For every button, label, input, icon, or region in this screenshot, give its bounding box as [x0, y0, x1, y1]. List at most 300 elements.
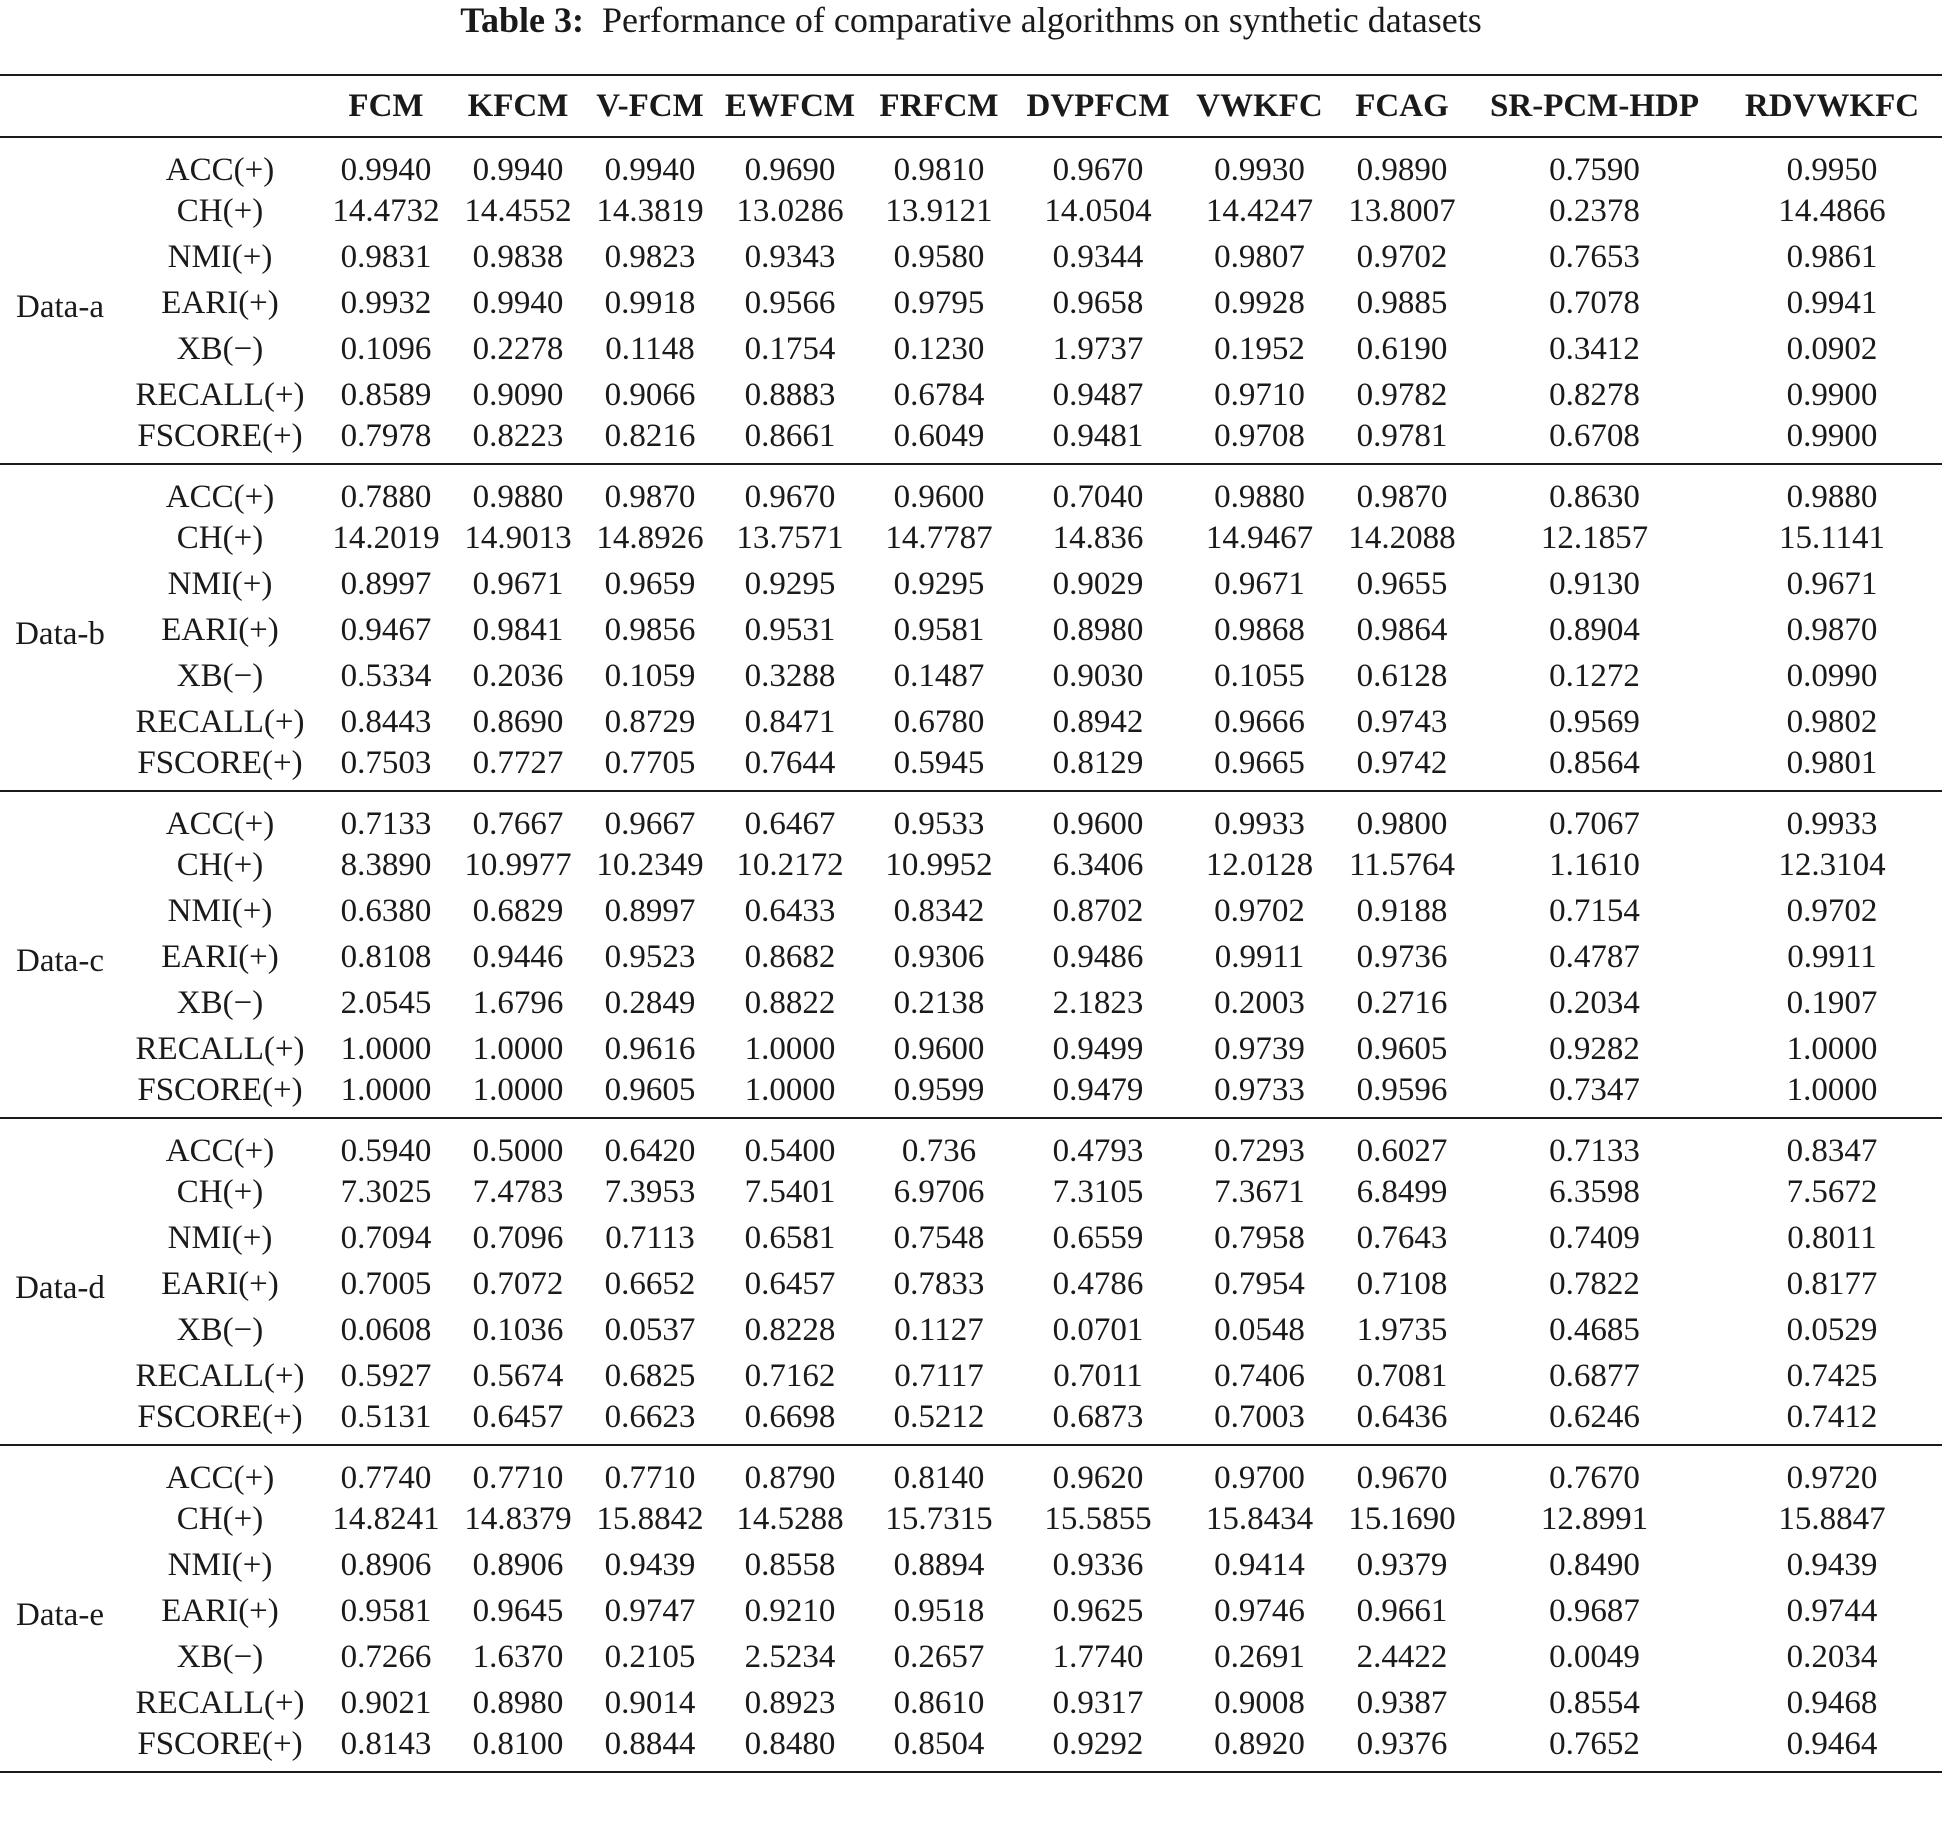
table-cell: 0.4685	[1549, 1311, 1640, 1348]
table-cell: 0.9670	[1052, 152, 1144, 188]
table-cell: 7.3953	[604, 1174, 696, 1211]
metric-label: XB(−)	[176, 1638, 264, 1675]
table-cell: 0.9029	[1052, 566, 1144, 603]
table-cell: 0.7740	[340, 1459, 432, 1496]
table-row	[0, 464, 1942, 516]
table-cell: 0.9667	[604, 805, 696, 842]
metric-label: CH(+)	[176, 520, 264, 557]
table-cell: 0.9702	[1356, 239, 1448, 276]
table-cell: 0.7978	[340, 417, 432, 454]
table-cell: 0.6420	[604, 1132, 696, 1169]
table-cell: 0.7406	[1214, 1357, 1305, 1394]
table-cell: 0.8177	[1786, 1265, 1878, 1302]
table-cell: 0.9746	[1214, 1592, 1305, 1629]
table-cell: 0.6433	[744, 893, 836, 930]
table-cell: 0.9531	[744, 611, 836, 648]
table-cell: 1.0000	[472, 1071, 564, 1108]
table-cell: 0.7081	[1356, 1357, 1448, 1394]
table-cell: 15.8847	[1778, 1501, 1886, 1538]
table-cell: 10.2172	[736, 847, 844, 884]
table-cell: 0.2034	[1786, 1638, 1878, 1675]
table-cell: 0.8630	[1549, 478, 1640, 515]
table-row	[0, 281, 1942, 327]
table-cell: 0.9807	[1214, 239, 1305, 276]
table-cell: 0.9690	[744, 152, 836, 188]
table-cell: 0.8997	[604, 893, 696, 930]
table-cell: 1.0000	[340, 1030, 432, 1067]
table-row	[0, 1216, 1942, 1262]
table-cell: 0.9188	[1356, 893, 1448, 930]
table-cell: 0.1952	[1214, 330, 1305, 367]
table-cell: 0.0049	[1549, 1638, 1640, 1675]
metric-label: FSCORE(+)	[137, 744, 303, 781]
table-cell: 0.2657	[893, 1638, 985, 1675]
table-cell: 0.8844	[604, 1725, 696, 1762]
table-cell: 0.9600	[1052, 805, 1144, 842]
table-cell: 2.5234	[744, 1638, 836, 1675]
table-cell: 1.9737	[1052, 330, 1144, 367]
table-row	[0, 1680, 1942, 1726]
table-cell: 0.9414	[1214, 1547, 1305, 1584]
table-row	[0, 843, 1942, 889]
table-cell: 0.9831	[340, 239, 432, 276]
table-cell: 0.5940	[340, 1132, 432, 1169]
table-cell: 0.9801	[1786, 744, 1878, 781]
table-cell: 0.8894	[893, 1547, 985, 1584]
table-cell: 12.0128	[1205, 847, 1314, 884]
table-cell: 0.9292	[1052, 1725, 1144, 1762]
table-cell: 0.9802	[1786, 703, 1878, 740]
table-cell: 0.9940	[472, 284, 564, 321]
table-caption-text: Performance of comparative algorithms on synthetic datasets	[601, 0, 1482, 40]
table-cell: 0.9856	[604, 611, 696, 648]
table-cell: 0.9861	[1786, 239, 1878, 276]
table-cell: 0.9566	[744, 284, 836, 321]
table-cell: 0.8504	[893, 1725, 985, 1762]
table-cell: 0.7548	[893, 1220, 985, 1257]
table-cell: 0.6128	[1356, 657, 1448, 694]
table-cell: 1.6796	[472, 984, 564, 1021]
table-cell: 0.1230	[893, 330, 985, 367]
table-cell: 0.8342	[893, 893, 985, 930]
table-cell: 0.8228	[744, 1311, 836, 1348]
table-cell: 0.1096	[340, 330, 432, 367]
dataset-group	[0, 1118, 1942, 1445]
table-cell: 1.0000	[472, 1030, 564, 1067]
table-cell: 0.7590	[1549, 152, 1640, 188]
dataset-label: Data-c	[16, 942, 104, 979]
metric-label: RECALL(+)	[135, 703, 305, 740]
table-cell: 0.9021	[340, 1684, 432, 1721]
table-cell: 0.9900	[1786, 376, 1878, 413]
column-header: RDVWKFC	[1722, 75, 1942, 137]
table-cell: 15.8842	[596, 1501, 704, 1538]
table-cell: 0.9890	[1356, 152, 1448, 188]
table-cell: 0.8883	[744, 376, 836, 413]
table-cell: 0.7503	[340, 744, 432, 781]
table-cell: 0.7162	[744, 1357, 836, 1394]
table-cell: 0.6246	[1549, 1398, 1640, 1435]
metric-label: EARI(+)	[161, 938, 279, 975]
table-cell: 0.9810	[893, 152, 985, 188]
metric-label: EARI(+)	[161, 1265, 279, 1302]
table-cell: 0.9446	[472, 938, 564, 975]
table-cell: 0.9870	[1356, 478, 1448, 515]
table-cell: 0.3412	[1549, 330, 1640, 367]
table-cell: 0.9687	[1549, 1592, 1640, 1629]
table-cell: 0.9930	[1214, 152, 1305, 188]
table-cell: 0.9533	[893, 805, 985, 842]
table-cell: 7.5401	[744, 1174, 836, 1211]
dataset-label: Data-b	[15, 615, 105, 652]
table-cell: 0.8558	[744, 1547, 836, 1584]
table-cell: 0.9880	[472, 478, 564, 515]
table-cell: 0.9600	[893, 478, 985, 515]
table-cell: 0.8906	[340, 1547, 432, 1584]
table-cell: 0.4787	[1549, 938, 1640, 975]
table-cell: 0.9742	[1356, 744, 1448, 781]
table-cell: 0.5212	[893, 1398, 985, 1435]
table-cell: 0.6784	[893, 376, 985, 413]
metric-label: CH(+)	[176, 1501, 264, 1538]
table-cell: 0.7266	[340, 1638, 432, 1675]
table-cell: 0.6829	[472, 893, 564, 930]
results-table	[0, 74, 1942, 1773]
metric-label: ACC(+)	[165, 1459, 275, 1496]
table-cell: 0.2003	[1214, 984, 1305, 1021]
dataset-group	[0, 137, 1942, 464]
table-cell: 0.9800	[1356, 805, 1448, 842]
table-cell: 0.8223	[472, 417, 564, 454]
table-cell: 0.9518	[893, 1592, 985, 1629]
table-cell: 0.6190	[1356, 330, 1448, 367]
table-cell: 0.9486	[1052, 938, 1144, 975]
table-cell: 2.1823	[1052, 984, 1144, 1021]
table-cell: 0.6623	[604, 1398, 696, 1435]
table-cell: 0.7644	[744, 744, 836, 781]
table-cell: 0.6581	[744, 1220, 836, 1257]
table-cell: 0.7133	[340, 805, 432, 842]
table-cell: 0.9387	[1356, 1684, 1448, 1721]
metric-label: CH(+)	[176, 1174, 264, 1211]
metric-label: EARI(+)	[161, 611, 279, 648]
metric-label: RECALL(+)	[135, 1684, 305, 1721]
table-cell: 0.9708	[1214, 417, 1305, 454]
table-cell: 0.9569	[1549, 703, 1640, 740]
table-cell: 14.9467	[1205, 520, 1314, 557]
table-cell: 0.2105	[604, 1638, 696, 1675]
table-row	[0, 1399, 1942, 1445]
table-cell: 0.8011	[1787, 1220, 1877, 1257]
table-cell: 0.9928	[1214, 284, 1305, 321]
table-cell: 0.8347	[1786, 1132, 1878, 1169]
table-cell: 14.9013	[464, 520, 572, 557]
table-cell: 0.8143	[340, 1725, 432, 1762]
table-cell: 0.9317	[1052, 1684, 1144, 1721]
table-cell: 0.8140	[893, 1459, 985, 1496]
table-cell: 0.8942	[1052, 703, 1144, 740]
table-cell: 0.9605	[1356, 1030, 1448, 1067]
table-cell: 0.2036	[472, 657, 564, 694]
table-cell: 12.1857	[1540, 520, 1649, 557]
table-header	[0, 75, 1942, 137]
table-cell: 0.8920	[1214, 1725, 1305, 1762]
table-cell: 0.7958	[1214, 1220, 1305, 1257]
table-row	[0, 1307, 1942, 1353]
table-cell: 1.9735	[1356, 1311, 1448, 1348]
table-cell: 0.9336	[1052, 1547, 1144, 1584]
table-row	[0, 1353, 1942, 1399]
table-cell: 0.5334	[340, 657, 432, 694]
table-cell: 0.9295	[744, 566, 836, 603]
table-cell: 0.7710	[604, 1459, 696, 1496]
column-header: EWFCM	[716, 75, 864, 137]
table-cell: 0.8980	[1052, 611, 1144, 648]
table-cell: 0.0529	[1786, 1311, 1878, 1348]
table-row	[0, 516, 1942, 562]
table-cell: 10.9952	[885, 847, 993, 884]
dataset-label: Data-e	[16, 1596, 104, 1633]
table-cell: 0.8690	[472, 703, 564, 740]
table-cell: 0.9744	[1786, 1592, 1878, 1629]
table-cell: 0.6780	[893, 703, 985, 740]
table-cell: 0.6652	[604, 1265, 696, 1302]
column-header: FCM	[320, 75, 452, 137]
table-cell: 0.9880	[1214, 478, 1305, 515]
table-cell: 0.8610	[893, 1684, 985, 1721]
table-cell: 0.9940	[604, 152, 696, 188]
table-cell: 0.1127	[894, 1311, 984, 1348]
table-cell: 15.8434	[1205, 1501, 1314, 1538]
table-cell: 0.9671	[472, 566, 564, 603]
table-row	[0, 699, 1942, 745]
table-cell: 0.7347	[1549, 1071, 1640, 1108]
table-cell: 0.9479	[1052, 1071, 1144, 1108]
table-cell: 0.9439	[604, 1547, 696, 1584]
table-cell: 0.9838	[472, 239, 564, 276]
table-cell: 15.1690	[1348, 1501, 1456, 1538]
table-cell: 0.9467	[340, 611, 432, 648]
table-row	[0, 791, 1942, 843]
table-cell: 0.6049	[893, 417, 985, 454]
table-cell: 0.0537	[604, 1311, 696, 1348]
table-cell: 0.0608	[340, 1311, 432, 1348]
table-cell: 0.9499	[1052, 1030, 1144, 1067]
table-cell: 14.3819	[596, 193, 704, 230]
table-cell: 0.9911	[1787, 938, 1877, 975]
table-cell: 0.9747	[604, 1592, 696, 1629]
table-cell: 0.9870	[604, 478, 696, 515]
table-row	[0, 1589, 1942, 1635]
metric-label: CH(+)	[176, 847, 264, 884]
metric-label: RECALL(+)	[135, 376, 305, 413]
table-row	[0, 235, 1942, 281]
table-row	[0, 1262, 1942, 1308]
table-cell: 0.1059	[604, 657, 696, 694]
table-cell: 13.8007	[1348, 193, 1456, 230]
metric-label: NMI(+)	[167, 566, 273, 603]
table-cell: 0.0701	[1052, 1311, 1144, 1348]
table-cell: 1.0000	[744, 1071, 836, 1108]
table-cell: 13.9121	[885, 193, 993, 230]
table-cell: 0.8729	[604, 703, 696, 740]
header-row	[0, 75, 1942, 137]
table-cell: 0.1055	[1214, 657, 1305, 694]
table-cell: 0.9295	[893, 566, 985, 603]
table-cell: 1.0000	[744, 1030, 836, 1067]
table-cell: 14.5288	[736, 1501, 844, 1538]
table-cell: 0.9932	[340, 284, 432, 321]
table-cell: 0.7880	[340, 478, 432, 515]
table-cell: 0.0990	[1786, 657, 1878, 694]
table-cell: 0.8108	[340, 938, 432, 975]
table-cell: 7.4783	[472, 1174, 564, 1211]
table-cell: 0.1148	[605, 330, 695, 367]
table-cell: 0.8923	[744, 1684, 836, 1721]
table-cell: 0.7710	[472, 1459, 564, 1496]
column-header: VWKFC	[1182, 75, 1337, 137]
table-cell: 0.9599	[893, 1071, 985, 1108]
table-cell: 0.7705	[604, 744, 696, 781]
table-cell: 13.7571	[736, 520, 844, 557]
table-cell: 0.8682	[744, 938, 836, 975]
table-cell: 0.9666	[1214, 703, 1305, 740]
table-cell: 0.8490	[1549, 1547, 1640, 1584]
table-cell: 0.9030	[1052, 657, 1144, 694]
table-cell: 10.2349	[596, 847, 704, 884]
table-cell: 0.9468	[1786, 1684, 1878, 1721]
column-header: SR-PCM-HDP	[1467, 75, 1722, 137]
table-cell: 14.836	[1052, 520, 1144, 557]
header-metric	[120, 75, 320, 137]
table-cell: 0.9841	[472, 611, 564, 648]
table-cell: 12.3104	[1778, 847, 1886, 884]
table-cell: 0.2849	[604, 984, 696, 1021]
table-cell: 0.3288	[744, 657, 836, 694]
table-cell: 7.5672	[1786, 1174, 1878, 1211]
table-cell: 0.6436	[1356, 1398, 1448, 1435]
table-cell: 0.8129	[1052, 744, 1144, 781]
table-cell: 0.9581	[340, 1592, 432, 1629]
table-cell: 0.9616	[604, 1030, 696, 1067]
table-cell: 0.7412	[1786, 1398, 1878, 1435]
table-cell: 0.8480	[744, 1725, 836, 1762]
metric-label: ACC(+)	[165, 805, 275, 842]
table-cell: 0.9130	[1549, 566, 1640, 603]
table-cell: 0.9581	[893, 611, 985, 648]
metric-label: FSCORE(+)	[137, 1398, 303, 1435]
table-row	[0, 1726, 1942, 1772]
table-cell: 0.6698	[744, 1398, 836, 1435]
table-cell: 0.9950	[1786, 152, 1878, 188]
dataset-label: Data-d	[15, 1269, 105, 1306]
table-cell: 0.9702	[1786, 893, 1878, 930]
table-cell: 0.7113	[605, 1220, 695, 1257]
table-row	[0, 608, 1942, 654]
table-cell: 13.0286	[736, 193, 844, 230]
table-cell: 0.7108	[1356, 1265, 1448, 1302]
table-cell: 0.7003	[1214, 1398, 1305, 1435]
table-row	[0, 189, 1942, 235]
table-cell: 0.9795	[893, 284, 985, 321]
table-cell: 14.2088	[1348, 520, 1456, 557]
metric-label: NMI(+)	[167, 893, 273, 930]
table-cell: 0.7154	[1549, 893, 1640, 930]
table-cell: 0.7409	[1549, 1220, 1640, 1257]
table-cell: 0.0902	[1786, 330, 1878, 367]
table-cell: 0.2691	[1214, 1638, 1305, 1675]
table-cell: 0.9670	[744, 478, 836, 515]
table-cell: 0.9645	[472, 1592, 564, 1629]
table-cell: 10.9977	[464, 847, 572, 884]
table-cell: 0.9376	[1356, 1725, 1448, 1762]
table-cell: 0.9658	[1052, 284, 1144, 321]
column-header: V-FCM	[584, 75, 716, 137]
table-cell: 0.6559	[1052, 1220, 1144, 1257]
table-cell: 0.5945	[893, 744, 985, 781]
table-cell: 0.9580	[893, 239, 985, 276]
table-cell: 0.9900	[1786, 417, 1878, 454]
table-row	[0, 1026, 1942, 1072]
column-header: FCAG	[1337, 75, 1467, 137]
metric-label: XB(−)	[176, 657, 264, 694]
table-cell: 0.8661	[744, 417, 836, 454]
table-cell: 0.8997	[340, 566, 432, 603]
table-cell: 0.9605	[604, 1071, 696, 1108]
table-cell: 0.9823	[604, 239, 696, 276]
table-cell: 0.7652	[1549, 1725, 1640, 1762]
table-cell: 0.4793	[1052, 1132, 1144, 1169]
table-row	[0, 745, 1942, 791]
table-cell: 7.3105	[1052, 1174, 1144, 1211]
table-cell: 0.5400	[744, 1132, 836, 1169]
table-cell: 0.6027	[1356, 1132, 1448, 1169]
table-row	[0, 418, 1942, 464]
table-cell: 0.1036	[472, 1311, 564, 1348]
metric-label: CH(+)	[176, 193, 264, 230]
table-cell: 0.9620	[1052, 1459, 1144, 1496]
table-row	[0, 137, 1942, 189]
table-cell: 7.3025	[340, 1174, 432, 1211]
metric-label: EARI(+)	[161, 1592, 279, 1629]
table-cell: 14.4866	[1778, 193, 1886, 230]
table-cell: 0.9868	[1214, 611, 1305, 648]
table-row	[0, 1170, 1942, 1216]
table-cell: 0.9661	[1356, 1592, 1448, 1629]
table-cell: 0.9343	[744, 239, 836, 276]
table-cell: 0.0548	[1214, 1311, 1305, 1348]
table-cell: 0.7670	[1549, 1459, 1640, 1496]
table-cell: 0.9659	[604, 566, 696, 603]
table-cell: 0.7822	[1549, 1265, 1640, 1302]
metric-label: FSCORE(+)	[137, 417, 303, 454]
table-row	[0, 326, 1942, 372]
table-cell: 15.5855	[1044, 1501, 1152, 1538]
table-cell: 0.9625	[1052, 1592, 1144, 1629]
table-cell: 0.9671	[1786, 566, 1878, 603]
table-cell: 0.7293	[1214, 1132, 1305, 1169]
table-cell: 0.8564	[1549, 744, 1640, 781]
table-row	[0, 653, 1942, 699]
table-cell: 0.7954	[1214, 1265, 1305, 1302]
table-row	[0, 1118, 1942, 1170]
table-cell: 0.9870	[1786, 611, 1878, 648]
table-cell: 0.9344	[1052, 239, 1144, 276]
metric-label: RECALL(+)	[135, 1357, 305, 1394]
table-cell: 0.9940	[472, 152, 564, 188]
table-cell: 0.7040	[1052, 478, 1144, 515]
table-cell: 0.7425	[1786, 1357, 1878, 1394]
